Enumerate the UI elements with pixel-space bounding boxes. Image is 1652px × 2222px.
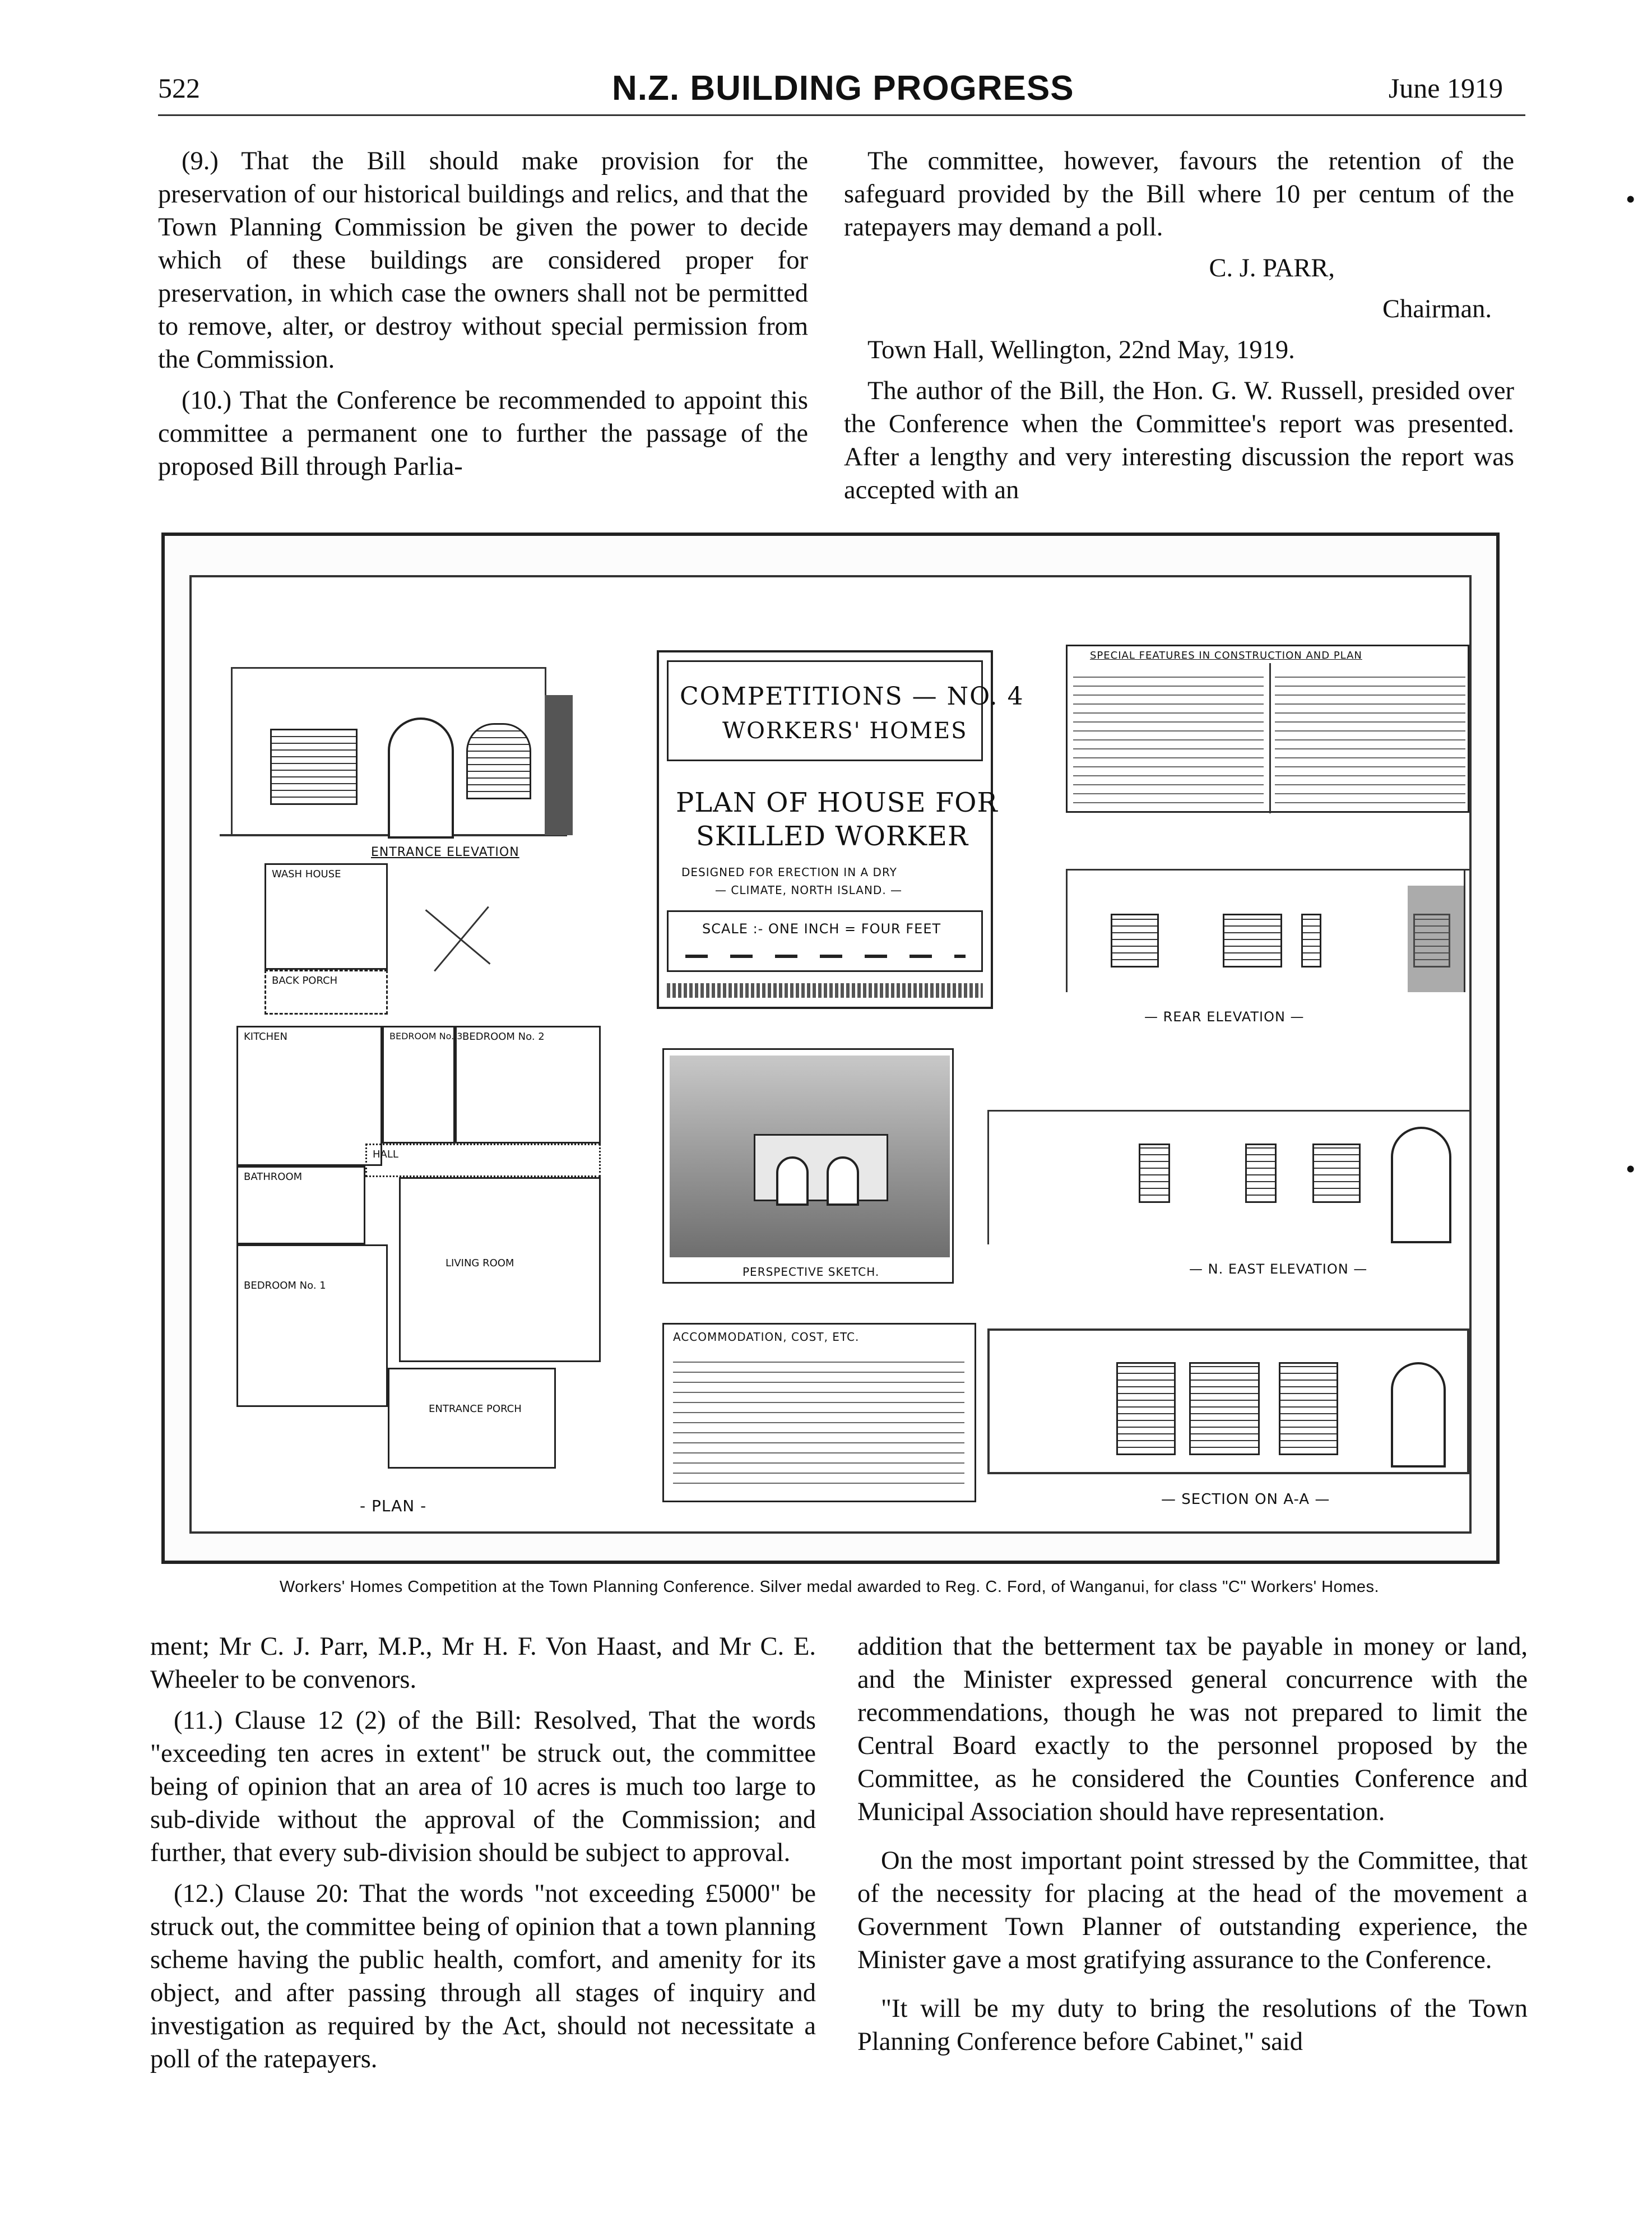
issue-date: June 1919 <box>1388 72 1503 104</box>
bottom-left-column <box>150 1630 816 2084</box>
title-block <box>657 650 1024 1009</box>
paragraph-convenors: ment; Mr C. J. Parr, M.P., Mr H. F. Von Haast, and Mr C. E. Wheeler to be convenors. <box>150 1632 816 1694</box>
journal-title: N.Z. BUILDING PROGRESS <box>612 69 1074 108</box>
margin-mark: • <box>1626 1155 1635 1183</box>
margin-mark: • <box>1626 186 1635 213</box>
floor-plan-drawing: WASH HOUSE BACK PORCH KITCHEN BEDROOM No. 3 BEDROOM No. 2 BATHROOM HALL BEDROOM No. 1 LIVING ROOM ENTRANCE PORCH <box>225 863 629 1480</box>
scale-label: SCALE :- ONE INCH = FOUR FEET <box>702 921 941 937</box>
architectural-plate <box>161 533 1500 1564</box>
paragraph-11: (11.) Clause 12 (2) of the Bill: Resolved, That the words "exceeding ten acres in extent" be struck out, the committee being of opinion that an area of 10 acres is much too large to sub-divide without the approval of the Commission; and further, that every sub-division should be subject to approval. <box>150 1706 816 1867</box>
running-header <box>158 69 1525 122</box>
accommodation-table <box>662 1323 976 1502</box>
paragraph-retention: The committee, however, favours the retention of the safeguard provided by the Bill where 10 per centum of the ratepayers may demand a poll. <box>844 147 1514 242</box>
paragraph-author: The author of the Bill, the Hon. G. W. Russell, presided over the Conference when the Committee's report was presented. After a lengthy and very interesting discussion the report was accepted with an <box>844 377 1514 504</box>
paragraph-cabinet: "It will be my duty to bring the resolutions of the Town Planning Conference before Cabinet," said <box>857 1994 1528 2056</box>
entrance-elevation-label: ENTRANCE ELEVATION <box>371 845 519 859</box>
entrance-elevation-drawing <box>208 661 578 841</box>
plate-caption: Workers' Homes Competition at the Town Planning Conference. Silver medal awarded to Reg. C. Ford, of Wanganui, for class "C" Workers' Homes. <box>279 1578 1380 1596</box>
top-left-column <box>158 145 808 491</box>
special-features-table <box>1066 645 1469 813</box>
accommodation-heading: ACCOMMODATION, COST, ETC. <box>673 1330 860 1344</box>
rear-elevation-drawing <box>1066 858 1469 992</box>
workers-homes-title: WORKERS' HOMES <box>722 718 968 744</box>
page-number: 522 <box>158 72 200 104</box>
top-right-column <box>844 145 1514 515</box>
paragraph-town-planner: On the most important point stressed by the Committee, that of the necessity for placing at the head of the movement a Government Town Planner of outstanding experience, the Minister gave a most gratifying assurance to the Conference. <box>857 1846 1528 1974</box>
north-east-elevation-drawing <box>987 1093 1469 1244</box>
header-rule <box>158 114 1525 116</box>
competition-title: COMPETITIONS — NO. 4 <box>680 682 1024 711</box>
section-label: — SECTION ON A-A — <box>1161 1491 1330 1508</box>
perspective-label: PERSPECTIVE SKETCH. <box>743 1265 880 1279</box>
place-date: Town Hall, Wellington, 22nd May, 1919. <box>867 336 1295 364</box>
special-features-heading: SPECIAL FEATURES IN CONSTRUCTION AND PLAN <box>1090 650 1362 661</box>
section-drawing <box>987 1317 1469 1474</box>
paragraph-9: (9.) That the Bill should make provision for the preservation of our historical buildings and relics, and that the Town Planning Commission be given the power to decide which of these buildings are considered proper for preservation, in which case the owners shall not be permitted to remove, alter, or destroy without special permission from the Commission. <box>158 147 808 374</box>
plan-title-1: PLAN OF HOUSE FOR <box>676 787 998 818</box>
climate: — CLIMATE, NORTH ISLAND. — <box>715 883 903 897</box>
perspective-sketch <box>662 1048 954 1284</box>
signature-name: C. J. PARR, <box>1209 254 1335 283</box>
plan-title-2: SKILLED WORKER <box>696 821 969 852</box>
east-elevation-label: — N. EAST ELEVATION — <box>1189 1261 1368 1277</box>
paragraph-10: (10.) That the Conference be recommended to appoint this committee a permanent one to further the passage of the proposed Bill through Parlia- <box>158 386 808 481</box>
designed-for: DESIGNED FOR ERECTION IN A DRY <box>681 865 897 879</box>
rear-elevation-label: — REAR ELEVATION — <box>1144 1009 1305 1025</box>
plan-label: - PLAN - <box>360 1497 427 1515</box>
paragraph-12: (12.) Clause 20: That the words "not exceeding £5000" be struck out, the committee being of opinion that a town planning scheme having the public health, comfort, and amenity for its object, and after passing through all stages of inquiry and investigation as required by the Act, should not necessitate a poll of the ratepayers. <box>150 1880 816 2073</box>
plate-frame <box>189 575 1472 1534</box>
bottom-right-column <box>857 1630 1528 2066</box>
paragraph-betterment: addition that the betterment tax be payable in money or land, and the Minister expressed general concurrence with the recommendations, though he was not prepared to limit the Central Board exactly to the personnel proposed by the Committee, as he considered the Counties Conference and Municipal Association should have representation. <box>857 1632 1528 1826</box>
signature-title: Chairman. <box>1382 295 1492 323</box>
